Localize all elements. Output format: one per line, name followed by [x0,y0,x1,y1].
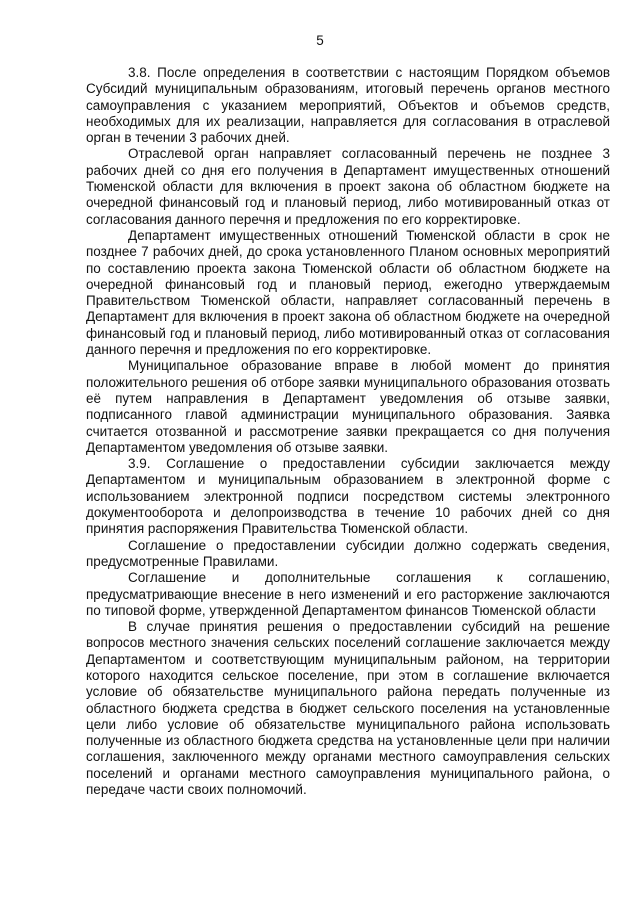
paragraph-3-9: 3.9. Соглашение о предоставлении субсидии заключается между Департаментом и муниципальным образованием в электронной форме с использованием электронной подписи посредством системы электронного документооборота и делопроизводства в течение 10 рабочих дней со дня принятия распоряжения Правительства Тюменской области. [86,456,610,537]
paragraph-agreement-content: Соглашение о предоставлении субсидии должно содержать сведения, предусмотренные Правилами. [86,537,610,569]
paragraph-application-withdrawal: Муниципальное образование вправе в любой момент до принятия положительного решения об отборе заявки муниципального образования отозвать её путем направления в Департамент уведомления об отзыве заявки, подписанного главой администрации муниципального образования. Заявка считается отозванной и рассмотрение заявки прекращается со дня получения Департаментом уведомления об отзыве заявки. [86,358,610,455]
paragraph-3-8: 3.8. После определения в соответствии с настоящим Порядком объемов Субсидий муниципальным образованиям, итоговый перечень органов местного самоуправления с указанием мероприятий, Объектов и объемов средств, необходимых для их реализации, направляется для согласования в отраслевой орган в течении 3 рабочих дней. [86,65,610,146]
paragraph-sector-body: Отраслевой орган направляет согласованный перечень не позднее 3 рабочих дней со дня его получения в Департамент имущественных отношений Тюменской области для включения в проект закона об областном бюджете на очередной финансовый год и плановый период, либо мотивированный отказ от согласования данного перечня и предложения по его корректировке. [86,146,610,227]
page-number: 5 [316,33,324,48]
document-body [86,65,610,798]
paragraph-property-department: Департамент имущественных отношений Тюменской области в срок не позднее 7 рабочих дней, до срока установленного Планом основных мероприятий по составлению проекта закона Тюменской области об областном бюджете на очередной финансовый год и плановый период, ежегодно утверждаемым Правительством Тюменской области, направляет согласованный перечень в Департамент для включения в проект закона об областном бюджете на очередной финансовый год и плановый период, либо мотивированный отказ от согласования данного перечня и предложения по его корректировке. [86,227,610,358]
paragraph-additional-agreements: Соглашение и дополнительные соглашения к соглашению, предусматривающие внесение в него изменений и его расторжение заключаются по типовой форме, утвержденной Департаментом финансов Тюменской области [86,570,610,618]
paragraph-rural-settlements: В случае принятия решения о предоставлении субсидий на решение вопросов местного значения сельских поселений соглашение заключается между Департаментом и соответствующим муниципальным районом, на территории которого находится сельское поселение, при этом в соглашение включается условие об обязательстве муниципального района передать полученные из областного бюджета средства в бюджет сельского поселения на установленные цели либо условие об обязательстве муниципального района использовать полученные из областного бюджета средства на установленные цели при наличии соглашения, заключенного между органами местного самоуправления сельских поселений и органами местного самоуправления муниципального района, о передаче части своих полномочий. [86,619,610,798]
